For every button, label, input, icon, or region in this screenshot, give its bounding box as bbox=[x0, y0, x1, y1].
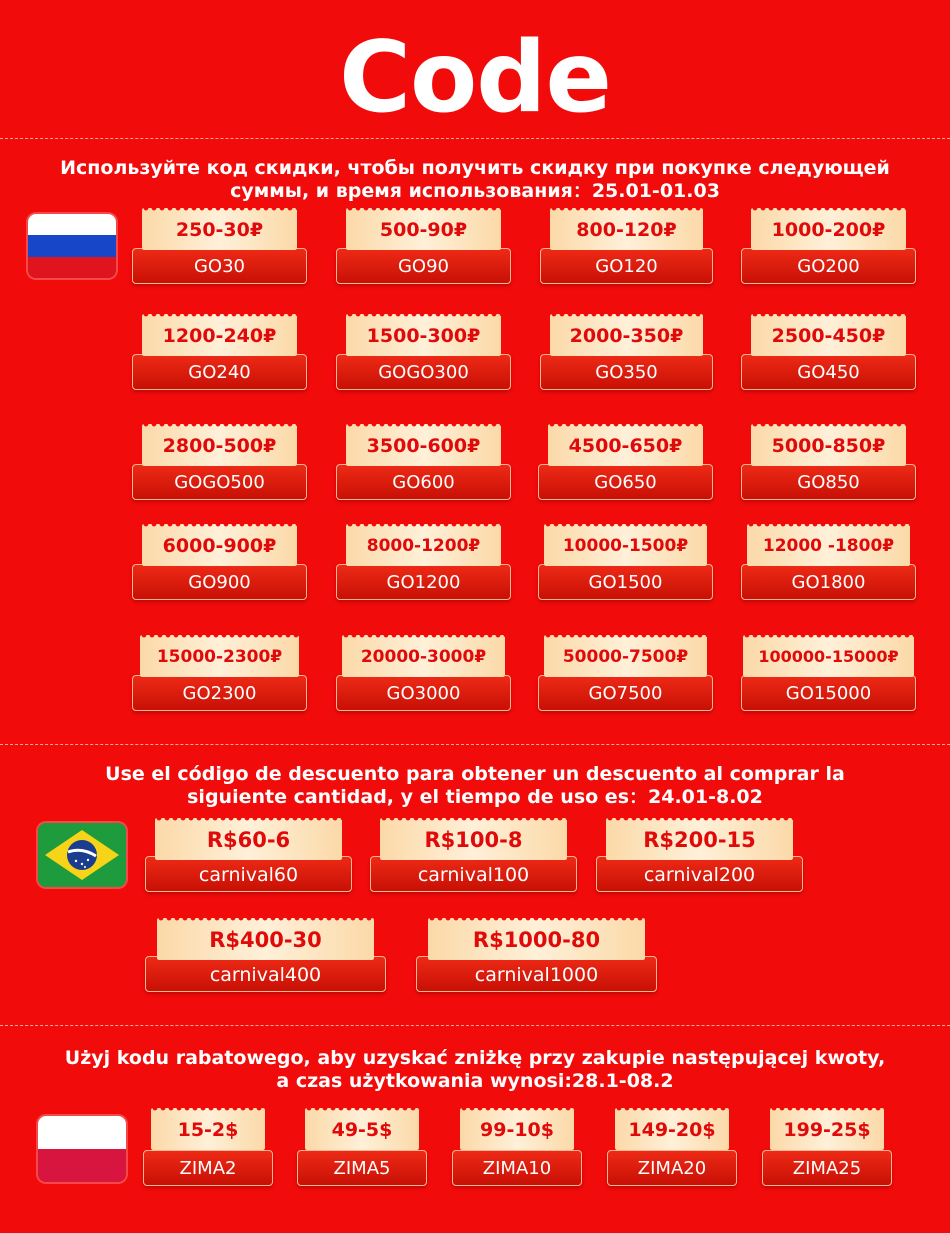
coupon[interactable] bbox=[741, 635, 916, 711]
russia-instruction: Используйте код скидки, чтобы получить скидку при покупке следующей суммы, и время использования：25.01-01.03 bbox=[60, 157, 890, 202]
coupon-code: ZIMA2 bbox=[179, 1158, 237, 1179]
coupon[interactable] bbox=[607, 1108, 737, 1186]
coupon-code: GO200 bbox=[797, 256, 860, 277]
coupon-amount: R$1000-80 bbox=[472, 928, 601, 952]
coupon-amount: 1500-300₽ bbox=[366, 325, 481, 347]
russia-flag-icon bbox=[28, 214, 116, 278]
coupon[interactable] bbox=[132, 424, 307, 500]
coupon-amount: 2800-500₽ bbox=[162, 435, 277, 457]
brazil-instruction: Use el código de descuento para obtener un descuento al comprar la siguiente cantidad, y el tiempo de uso es：24.01-8.02 bbox=[105, 763, 845, 808]
coupon-code: GO1800 bbox=[791, 572, 866, 593]
coupon[interactable] bbox=[336, 424, 511, 500]
coupon[interactable] bbox=[416, 918, 657, 992]
coupon[interactable] bbox=[336, 635, 511, 711]
coupon-code: carnival1000 bbox=[474, 964, 599, 986]
coupon-amount: 8000-1200₽ bbox=[366, 536, 481, 556]
coupon-amount: 99-10$ bbox=[480, 1119, 554, 1141]
coupon-code: carnival100 bbox=[417, 864, 530, 886]
poland-flag-icon bbox=[38, 1116, 126, 1182]
coupon-code: ZIMA5 bbox=[333, 1158, 391, 1179]
coupon-code: GOGO300 bbox=[378, 362, 469, 383]
coupon-code: GO15000 bbox=[785, 683, 872, 704]
coupon-code: GO650 bbox=[594, 472, 657, 493]
coupon[interactable] bbox=[145, 918, 386, 992]
coupon-amount: 15000-2300₽ bbox=[156, 647, 283, 667]
coupon[interactable] bbox=[741, 314, 916, 390]
coupon-amount: R$100-8 bbox=[424, 828, 523, 852]
coupon[interactable] bbox=[741, 524, 916, 600]
coupon-amount: 3500-600₽ bbox=[366, 435, 481, 457]
coupon-code: GOGO500 bbox=[174, 472, 265, 493]
coupon-amount: R$200-15 bbox=[643, 828, 756, 852]
coupon-amount: 50000-7500₽ bbox=[562, 647, 689, 667]
coupon[interactable] bbox=[132, 635, 307, 711]
divider bbox=[0, 744, 950, 745]
coupon[interactable] bbox=[132, 208, 307, 284]
coupon-amount: R$60-6 bbox=[206, 828, 291, 852]
brazil-flag-icon bbox=[38, 823, 126, 887]
coupon-amount: 250-30₽ bbox=[175, 219, 264, 241]
coupon[interactable] bbox=[297, 1108, 427, 1186]
coupon[interactable] bbox=[336, 524, 511, 600]
coupon[interactable] bbox=[336, 314, 511, 390]
coupon[interactable] bbox=[370, 818, 577, 892]
coupon-amount: 2500-450₽ bbox=[771, 325, 886, 347]
coupon-code: ZIMA25 bbox=[792, 1158, 862, 1179]
coupon[interactable] bbox=[143, 1108, 273, 1186]
coupon-code: carnival60 bbox=[198, 864, 299, 886]
coupon[interactable] bbox=[741, 424, 916, 500]
coupon-amount: 15-2$ bbox=[177, 1119, 239, 1141]
coupon[interactable] bbox=[452, 1108, 582, 1186]
coupon-amount: 49-5$ bbox=[331, 1119, 393, 1141]
coupon[interactable] bbox=[540, 314, 713, 390]
coupon-amount: 149-20$ bbox=[628, 1119, 716, 1141]
coupon[interactable] bbox=[540, 208, 713, 284]
coupon[interactable] bbox=[132, 314, 307, 390]
coupon-code: GO850 bbox=[797, 472, 860, 493]
coupon[interactable] bbox=[132, 524, 307, 600]
coupon-code: GO240 bbox=[188, 362, 251, 383]
coupon[interactable] bbox=[741, 208, 916, 284]
coupon[interactable] bbox=[538, 424, 713, 500]
coupon-code: GO3000 bbox=[386, 683, 461, 704]
coupon-amount: 20000-3000₽ bbox=[360, 647, 487, 667]
coupon-code: GO450 bbox=[797, 362, 860, 383]
coupon-code: carnival400 bbox=[209, 964, 322, 986]
coupon-amount: 100000-15000₽ bbox=[758, 647, 899, 666]
coupon-amount: 1000-200₽ bbox=[771, 219, 886, 241]
coupon[interactable] bbox=[336, 208, 511, 284]
coupon[interactable] bbox=[762, 1108, 892, 1186]
divider bbox=[0, 138, 950, 139]
coupon-amount: 5000-850₽ bbox=[771, 435, 886, 457]
coupon-amount: 199-25$ bbox=[783, 1119, 871, 1141]
coupon-code: GO90 bbox=[397, 256, 450, 277]
coupon-amount: 10000-1500₽ bbox=[562, 536, 689, 556]
coupon-code: GO600 bbox=[392, 472, 455, 493]
coupon-amount: 500-90₽ bbox=[379, 219, 468, 241]
coupon-code: GO2300 bbox=[182, 683, 257, 704]
coupon-amount: R$400-30 bbox=[209, 928, 322, 952]
coupon-code: GO1200 bbox=[386, 572, 461, 593]
coupon-code: GO1500 bbox=[588, 572, 663, 593]
coupon-code: GO7500 bbox=[588, 683, 663, 704]
coupon-amount: 6000-900₽ bbox=[162, 535, 277, 557]
coupon[interactable] bbox=[145, 818, 352, 892]
coupon-code: carnival200 bbox=[643, 864, 756, 886]
coupon-amount: 12000 -1800₽ bbox=[762, 536, 895, 556]
coupon[interactable] bbox=[538, 524, 713, 600]
divider bbox=[0, 1025, 950, 1026]
coupon[interactable] bbox=[596, 818, 803, 892]
coupon-amount: 1200-240₽ bbox=[162, 325, 277, 347]
coupon-code: GO900 bbox=[188, 572, 251, 593]
page-title: Code bbox=[339, 21, 611, 135]
coupon-amount: 4500-650₽ bbox=[568, 435, 683, 457]
coupon-code: GO350 bbox=[595, 362, 658, 383]
poland-instruction: Użyj kodu rabatowego, aby uzyskać zniżkę przy zakupie następującej kwoty, a czas użytkowania wynosi:28.1-08.2 bbox=[64, 1047, 886, 1092]
coupon-code: ZIMA10 bbox=[482, 1158, 552, 1179]
coupon-code: GO120 bbox=[595, 256, 658, 277]
coupon-code: GO30 bbox=[193, 256, 246, 277]
coupon-code: ZIMA20 bbox=[637, 1158, 707, 1179]
coupon-amount: 2000-350₽ bbox=[569, 325, 684, 347]
coupon-amount: 800-120₽ bbox=[576, 219, 677, 241]
coupon[interactable] bbox=[538, 635, 713, 711]
